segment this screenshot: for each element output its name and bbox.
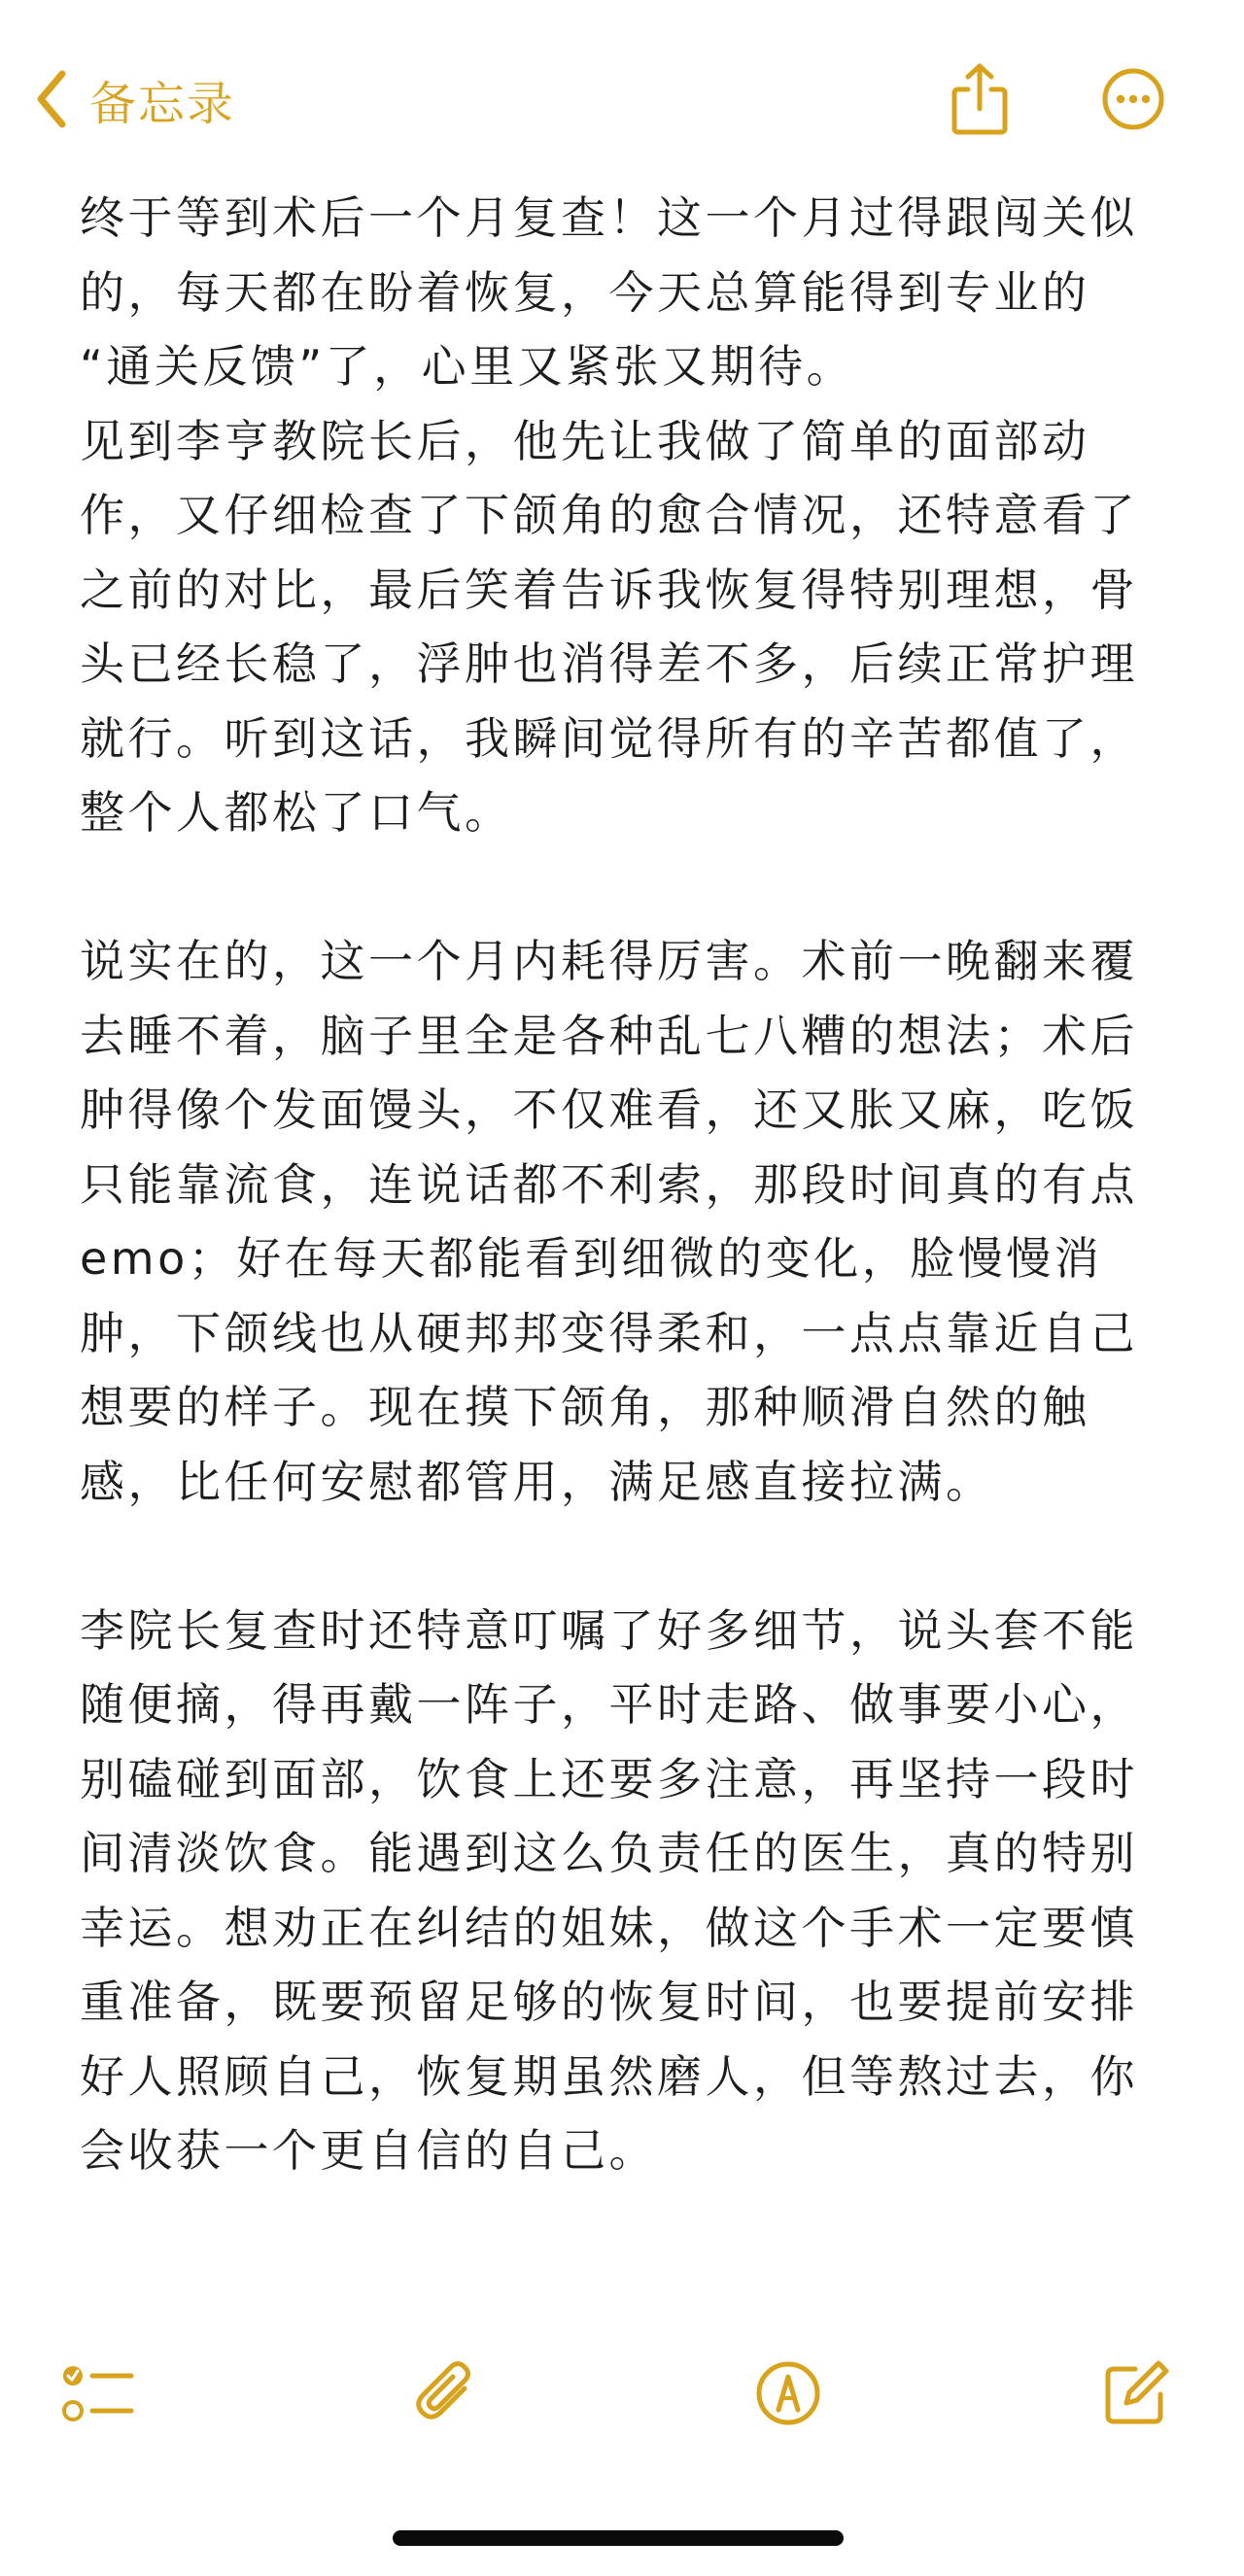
text-line: 说实在的，这一个月内耗得厉害。术前一晚翻来覆 (80, 935, 1138, 987)
note-body[interactable] (80, 181, 1168, 2188)
home-indicator[interactable] (393, 2530, 844, 2546)
text-line: 间清淡饮食。能遇到这么负责任的医生，真的特别 (80, 1827, 1138, 1879)
chevron-left-icon (35, 70, 68, 128)
note-paragraph-1 (80, 181, 1168, 850)
text-line: 只能靠流食，连说话都不利索，那段时间真的有点 (80, 1157, 1138, 1211)
back-button[interactable] (35, 62, 235, 136)
navigation-bar (0, 0, 1244, 194)
text-line: 重准备，既要预留足够的恢复时间，也要提前安排 (80, 1975, 1138, 2028)
checklist-icon (61, 2359, 135, 2431)
text-line: 终于等到术后一个月复查！这一个月过得跟闯关似 (80, 191, 1138, 244)
back-label: 备忘录 (89, 76, 236, 131)
note-paragraph-3 (80, 1594, 1168, 2188)
more-button[interactable] (1092, 60, 1174, 142)
text-line: 之前的对比，最后笑着告诉我恢复得特别理想，骨 (80, 563, 1138, 616)
text-line: 感，比任何安慰都管用，满足感直接拉满。 (80, 1455, 994, 1508)
text-line: 的，每天都在盼着恢复，今天总算能得到专业的 (80, 265, 1090, 319)
text-line: 好人照顾自己，恢复期虽然磨人，但等熬过去，你 (80, 2049, 1138, 2103)
text-line: 头已经长稳了，浮肿也消得差不多，后续正常护理 (80, 637, 1138, 690)
more-circle-icon (1101, 67, 1165, 135)
text-line: 肿得像个发面馒头，不仅难看，还又胀又麻，吃饭 (80, 1083, 1138, 1136)
text-line: 肿，下颌线也从硬邦邦变得柔和，一点点靠近自己 (80, 1306, 1138, 1359)
markup-pen-icon (754, 2359, 822, 2431)
share-button[interactable] (939, 60, 1020, 142)
text-line: 去睡不着，脑子里全是各种乱七八糟的想法；术后 (80, 1009, 1138, 1062)
markup-button[interactable] (735, 2342, 842, 2449)
compose-icon (1102, 2359, 1170, 2431)
paperclip-icon (412, 2359, 480, 2431)
share-icon (949, 62, 1011, 140)
text-line: 别磕碰到面部，饮食上还要多注意，再坚持一段时 (80, 1752, 1138, 1805)
text-line: 幸运。想劝正在纠结的姐妹，做这个手术一定要慎 (80, 1901, 1138, 1954)
bottom-toolbar (0, 2342, 1244, 2458)
text-line: emo；好在每天都能看到细微的变化，脸慢慢消 (80, 1232, 1103, 1285)
text-line: 想要的样子。现在摸下颌角，那种顺滑自然的触 (80, 1381, 1090, 1433)
text-line: 李院长复查时还特意叮嘱了好多细节，说头套不能 (80, 1603, 1138, 1657)
compose-button[interactable] (1083, 2342, 1190, 2449)
paragraph-gap (80, 850, 1168, 925)
text-line: 见到李亨教院长后，他先让我做了简单的面部动 (80, 414, 1090, 467)
attach-button[interactable] (393, 2342, 500, 2449)
checklist-button[interactable] (45, 2342, 152, 2449)
text-line: 整个人都松了口气。 (80, 786, 513, 839)
text-line: 随便摘，得再戴一阵子，平时走路、做事要小心， (80, 1678, 1138, 1731)
note-paragraph-2 (80, 924, 1168, 1519)
text-line: 会收获一个更自信的自己。 (80, 2124, 657, 2177)
text-line: 就行。听到这话，我瞬间觉得所有的辛苦都值了， (80, 711, 1138, 765)
paragraph-gap (80, 1519, 1168, 1594)
text-line: “通关反馈”了，心里又紧张又期待。 (80, 340, 855, 393)
text-line: 作，又仔细检查了下颌角的愈合情况，还特意看了 (80, 489, 1138, 541)
